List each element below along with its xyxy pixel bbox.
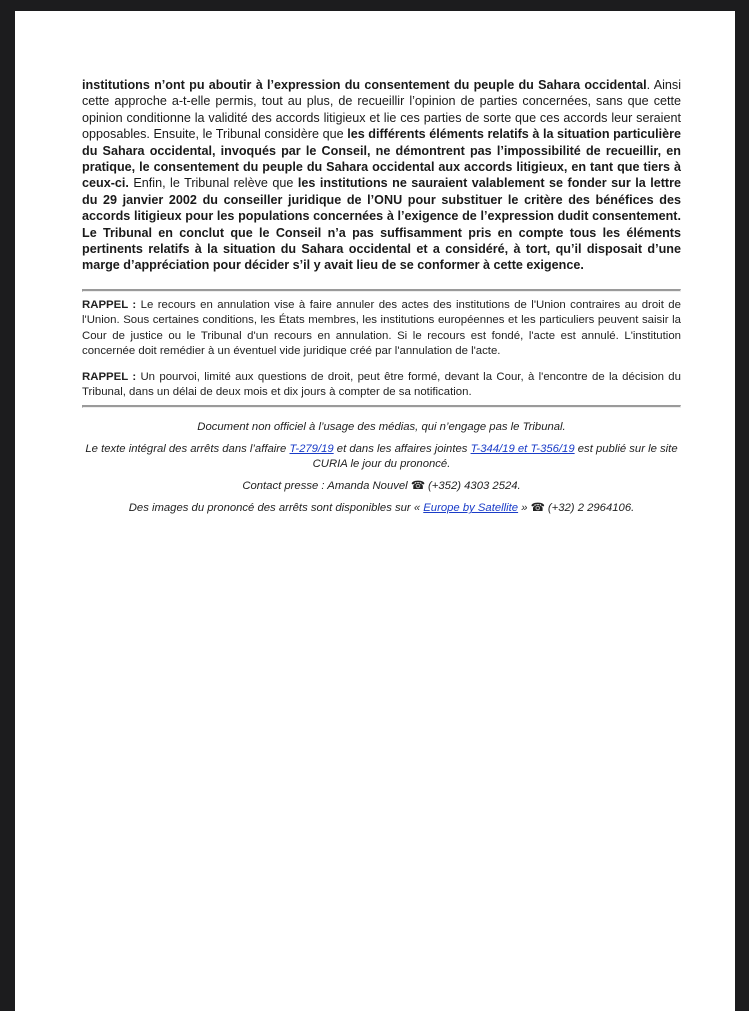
disclaimer: Document non officiel à l’usage des médias, qui n’engage pas le Tribunal. [197,421,566,434]
text-bold: les institutions ne sauraient valablement se fonder sur la lettre du 29 janvier 2002 du conseiller juridique de l’ONU pour substituer le critère des bénéfices des accords litigieux pour les populations concernées à l’exigence de l’expression dudit consentement. Le Tribunal en conclut que le Conseil n’a pas suffisamment pris en compte tous les éléments pertinents relatifs à la situation du Sahara occidental et a considéré, à tort, qu’il disposait d’une marge d’appréciation pour décider s’il y avait lieu de se conformer à cette exigence. [82,176,681,273]
note-text: et dans les affaires jointes [333,443,471,456]
press-notes [82,420,681,516]
rappel-pourvoi [82,370,681,401]
note-text: Le texte intégral des arrêts dans l’affaire [85,443,290,456]
note-text: Contact presse : Amanda Nouvel [242,480,411,493]
text-bold: institutions n’ont pu aboutir à l’expression du consentement du peuple du Sahara occidental [82,78,647,92]
rappel-annulation [82,298,681,360]
rappel-label: RAPPEL : [82,298,137,311]
main-paragraph [82,77,681,274]
document-content [82,77,681,523]
rappel-text: Un pourvoi, limité aux questions de droit, peut être formé, devant la Cour, à l'encontre de la décision du Tribunal, dans un délai de deux mois et dix jours à compter de sa notification. [82,370,681,398]
case-link-t279[interactable]: T-279/19 [289,443,334,456]
text-bold: les différents éléments relatifs à la situation particulière du Sahara occidental, invoqués par le Conseil, ne démontrent pas l’impossibilité de recueillir, en pratique, le consentement du peuple du Sahara occidental aux accords litigieux, en tant que tiers à ceux-ci. [82,127,682,191]
text-normal: Enfin, le Tribunal relève que [128,176,298,191]
ebs-phone-number: (+32) 2 2964106. [544,502,635,515]
note-text: est publié sur le site CURIA le jour du prononcé. [312,443,678,471]
text-normal: . Ainsi cette approche a-t-elle permis, tout au plus, de recueillir l’opinion de parties concernées, sans que cette opinion conditionne la validité des accords litigieux et lie ces parties de sorte que ces accords leur seraient opposables. Ensuite, le Tribunal considère que [82,78,681,142]
fulltext-note [82,442,681,472]
images-note [82,501,681,516]
rappel-text: Le recours en annulation vise à faire annuler des actes des institutions de l'Union contraires au droit de l'Union. Sous certaines conditions, les États membres, les institutions européennes et les particuliers peuvent saisir la Cour de justice ou le Tribunal d'un recours en annulation. Si le recours est fondé, l'acte est annulé. L'institution concernée doit remédier à un éventuel vide juridique créé par l'annulation de l'acte. [82,298,681,358]
phone-icon: ☎ [410,480,425,493]
note-text: » [518,502,531,515]
case-link-t344-t356[interactable]: T-344/19 et T-356/19 [470,443,575,456]
phone-icon: ☎ [530,502,545,515]
contact-phone-number: (+352) 4303 2524. [424,480,521,493]
rappel-label: RAPPEL : [82,370,137,383]
europe-by-satellite-link[interactable]: Europe by Satellite [423,502,519,515]
press-contact [82,479,681,494]
document-page [15,11,735,1011]
note-text: Des images du prononcé des arrêts sont disponibles sur « [128,502,424,515]
divider [82,405,681,408]
